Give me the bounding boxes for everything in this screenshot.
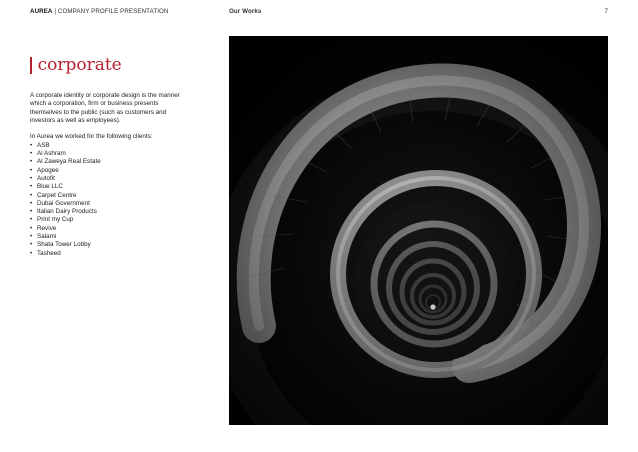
header-brand xyxy=(30,8,169,15)
client-item: • Apogee xyxy=(30,167,180,175)
header-separator: | xyxy=(54,8,57,15)
body-text xyxy=(30,92,180,258)
clients-intro: In Aurea we worked for the following clients: xyxy=(30,133,153,141)
client-item: • Blue LLC xyxy=(30,183,180,191)
spiral-staircase-photo xyxy=(229,36,608,425)
client-item: • Al Zaweya Real Estate xyxy=(30,158,180,166)
section-title: Our Works xyxy=(229,8,262,15)
client-item: • Print my Cup xyxy=(30,216,180,224)
description-paragraph: A corporate identity or corporate design is the manner which a corporation, firm or business presents themselves to the public (such as customers and investors as well as employees). xyxy=(30,92,180,124)
client-item: • Italian Dairy Products xyxy=(30,208,180,216)
page-title xyxy=(30,57,122,74)
client-list xyxy=(30,142,180,258)
client-item: • Revive xyxy=(30,225,180,233)
client-item: • Carpet Centre xyxy=(30,192,180,200)
page-title-text: corporate xyxy=(37,55,122,75)
client-item: • Tasheed xyxy=(30,250,180,258)
spiral-staircase-image xyxy=(229,36,608,425)
client-item: • ASB xyxy=(30,142,180,150)
client-item: • Salami xyxy=(30,233,180,241)
client-item: • Autofit xyxy=(30,175,180,183)
client-item: • Shata Tower Lobby xyxy=(30,241,180,249)
client-item: • Dubai Government xyxy=(30,200,180,208)
page-number: 7 xyxy=(604,8,608,15)
brand-name: AUREA xyxy=(30,8,53,15)
title-accent-bar xyxy=(30,57,32,74)
header-subtitle: COMPANY PROFILE PRESENTATION xyxy=(57,8,169,15)
client-item: • Al Ashram xyxy=(30,150,180,158)
